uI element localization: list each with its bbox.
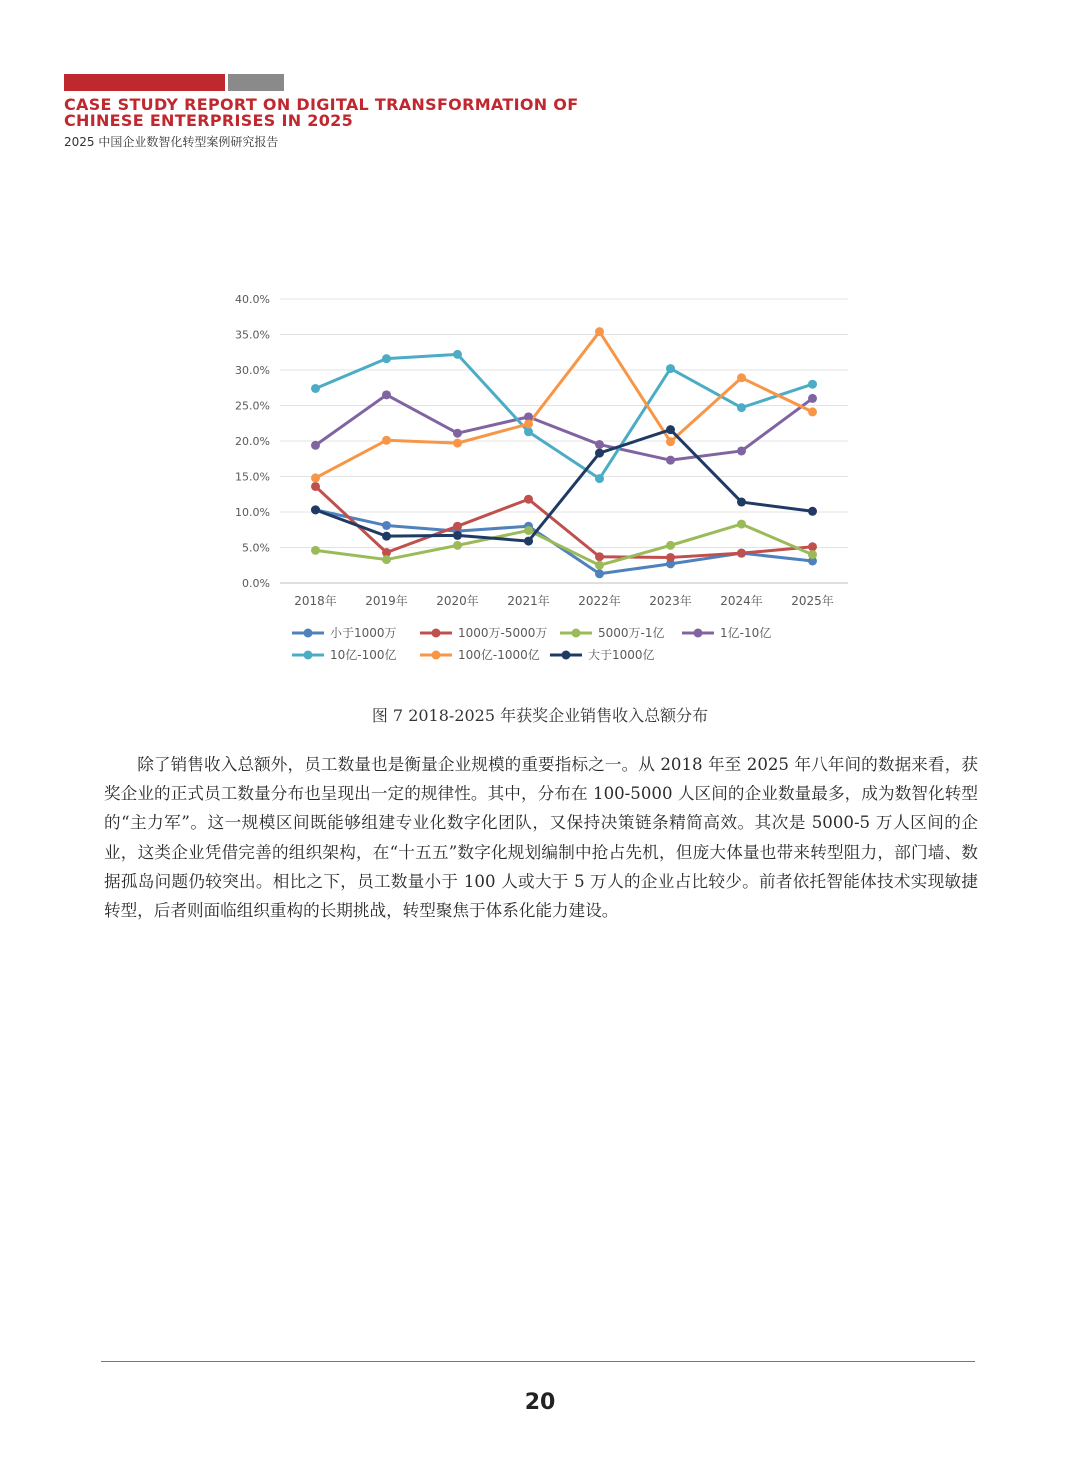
x-tick-label: 2019年 [365,594,408,608]
y-tick-label: 0.0% [242,577,270,590]
data-point [524,427,533,436]
legend-label: 10亿-100亿 [330,648,397,662]
data-point [666,541,675,550]
x-tick-label: 2021年 [507,594,550,608]
data-point [311,441,320,450]
data-point [737,520,746,529]
y-tick-label: 10.0% [235,506,270,519]
series-line [316,354,813,478]
header-red-bar [64,74,225,91]
data-point [808,407,817,416]
data-point [382,354,391,363]
data-point [808,507,817,516]
data-point [595,474,604,483]
data-point [808,550,817,559]
legend-swatch-marker [304,629,313,638]
series-line [316,510,813,574]
x-tick-label: 2018年 [294,594,337,608]
report-subtitle: 2025 中国企业数智化转型案例研究报告 [64,135,279,149]
legend-swatch-marker [694,629,703,638]
page-number: 20 [524,1390,556,1415]
data-point [737,446,746,455]
data-point [595,327,604,336]
y-tick-label: 15.0% [235,470,270,484]
legend-swatch-marker [562,651,571,660]
x-tick-label: 2020年 [436,594,479,608]
data-point [453,429,462,438]
data-point [737,403,746,412]
sales-revenue-line-chart [220,285,860,675]
legend-label: 1亿-10亿 [720,626,772,640]
data-point [524,419,533,428]
data-point [382,521,391,530]
y-tick-label: 35.0% [235,328,270,342]
data-point [382,390,391,399]
y-tick-label: 40.0% [235,293,270,306]
legend-swatch-marker [304,651,313,660]
x-tick-label: 2022年 [578,594,621,608]
data-point [311,482,320,491]
body-paragraph: 除了销售收入总额外，员工数量也是衡量企业规模的重要指标之一。从 2018 年至 2025 年八年间的数据来看，获奖企业的正式员工数量分布也呈现出一定的规律性。其中，分布在 100-5000 人区间的企业数量最多，成为数智化转型的“主力军”。这一规模区间既能够组建专业化数字化团队，又保持决策链条精简高效。其次是 5000-5 万人区间的企业，这类企业凭借完善的组织架构，在“十五五”数字化规划编制中抢占先机，但庞大体量也带来转型阻力，部门墙、数据孤岛问题仍较突出。相比之下，员工数量小于 100 人或大于 5 万人的企业占比较少。前者依托智能体技术实现敏捷转型，后者则面临组织重构的长期挑战，转型聚焦于体系化能力建设。 [104,755,978,921]
x-tick-label: 2025年 [791,594,834,608]
y-tick-label: 20.0% [235,435,270,448]
data-point [524,526,533,535]
data-point [666,553,675,562]
data-point [595,561,604,570]
legend-label: 5000万-1亿 [598,626,665,640]
legend-swatch-marker [432,651,441,660]
data-point [666,456,675,465]
data-point [453,439,462,448]
legend-label: 小于1000万 [330,626,397,640]
data-point [595,569,604,578]
data-point [453,541,462,550]
legend-label: 1000万-5000万 [458,626,548,640]
y-tick-label: 25.0% [235,399,270,413]
legend-swatch-marker [432,629,441,638]
data-point [382,436,391,445]
data-point [311,505,320,514]
x-tick-label: 2023年 [649,594,692,608]
data-point [595,440,604,449]
data-point [666,425,675,434]
figure-caption: 图 7 2018-2025 年获奖企业销售收入总额分布 [371,706,709,725]
legend-label: 100亿-1000亿 [458,648,540,662]
legend-swatch-marker [572,629,581,638]
x-tick-label: 2024年 [720,594,763,608]
data-point [382,532,391,541]
data-point [595,449,604,458]
data-point [808,380,817,389]
legend-label: 大于1000亿 [588,648,655,662]
data-point [737,498,746,507]
data-point [453,350,462,359]
footer-divider [101,1361,975,1362]
data-point [311,546,320,555]
data-point [453,531,462,540]
data-point [737,373,746,382]
y-tick-label: 5.0% [242,541,270,555]
data-point [311,473,320,482]
report-title-line1: CASE STUDY REPORT ON DIGITAL TRANSFORMATION OF [64,95,579,114]
data-point [524,495,533,504]
data-point [524,537,533,546]
y-tick-label: 30.0% [235,364,270,377]
data-point [666,364,675,373]
report-title-line2: CHINESE ENTERPRISES IN 2025 [64,111,354,130]
data-point [311,384,320,393]
data-point [737,549,746,558]
report-title [64,97,584,129]
data-point [666,437,675,446]
data-point [382,555,391,564]
data-point [808,394,817,403]
data-point [595,552,604,561]
data-point [808,542,817,551]
data-point [453,522,462,531]
header-gray-bar [228,74,284,91]
